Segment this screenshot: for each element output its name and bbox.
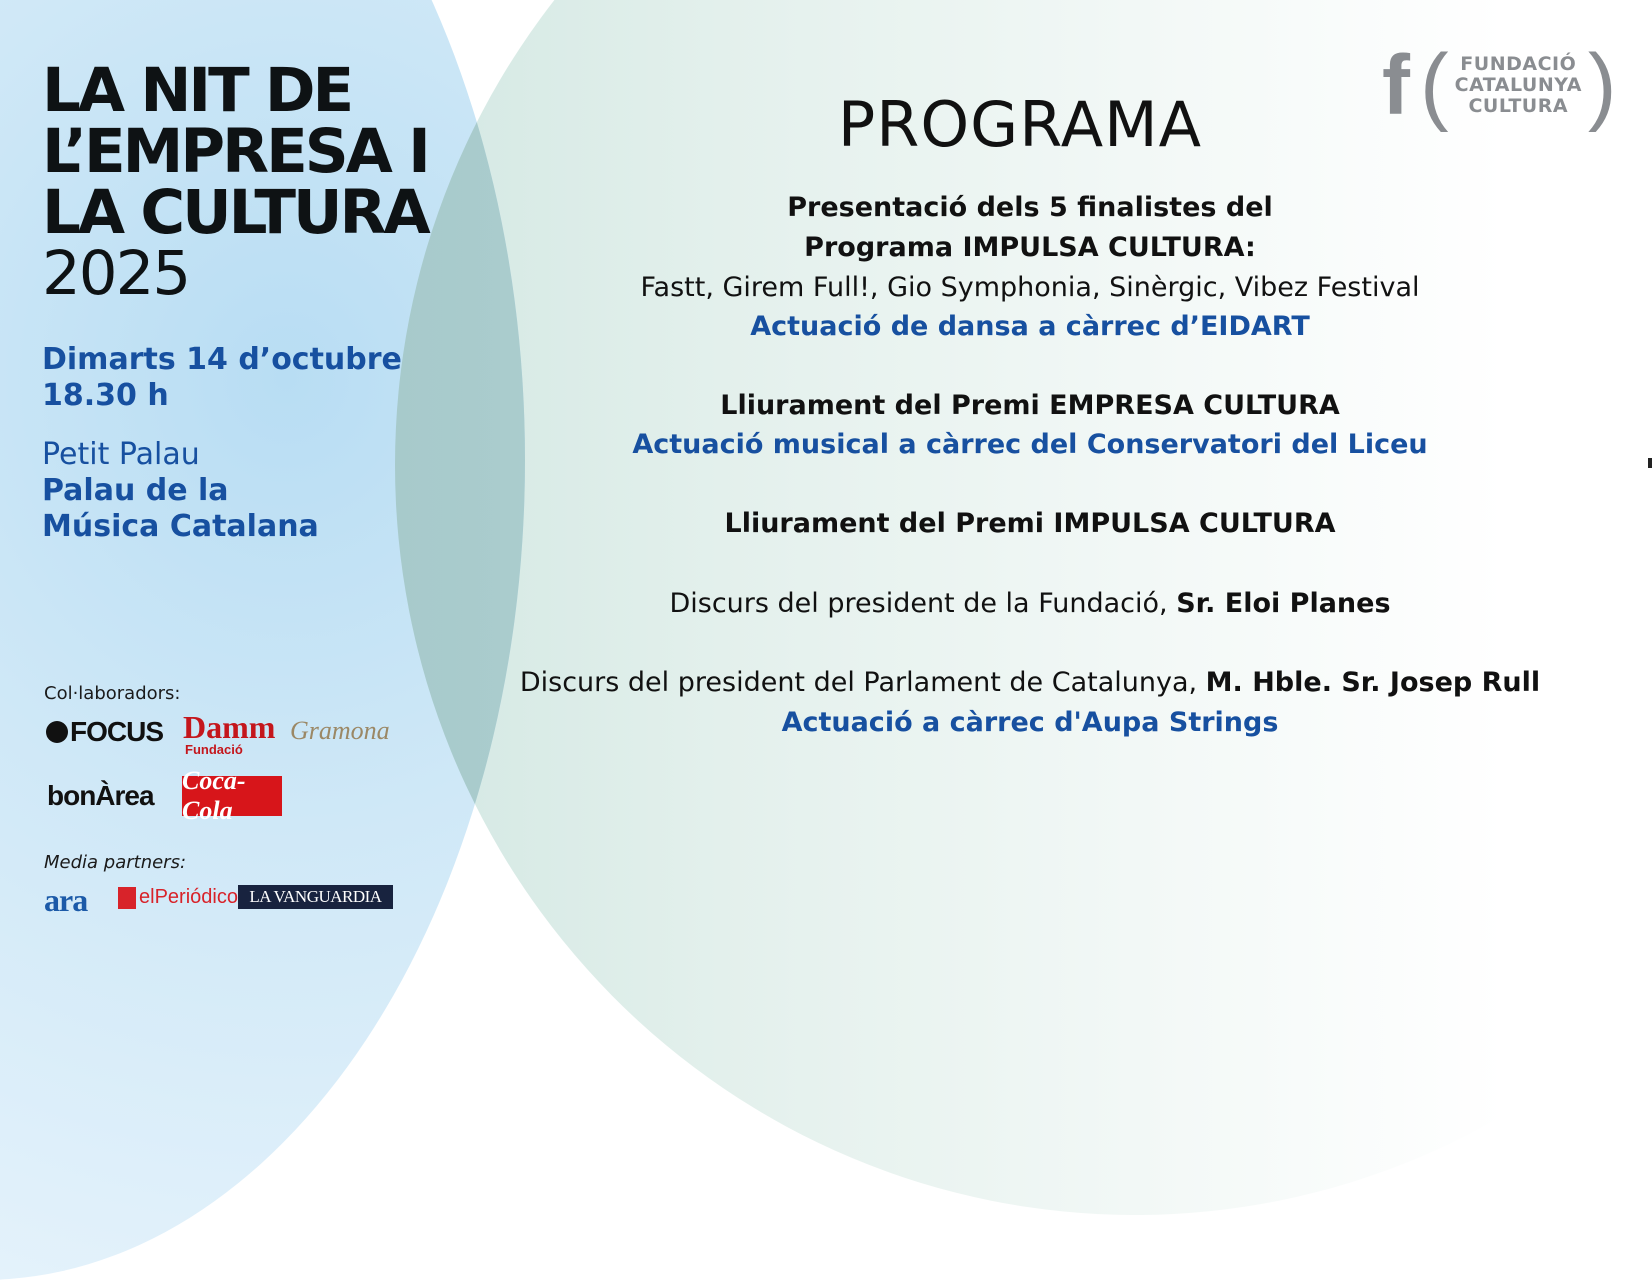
event-title-line: L’EMPRESA I [42,116,428,187]
programa-speech-text: Discurs del president del Parlament de Catalunya, [519,667,1206,698]
focus-logo-text: FOCUS [70,716,163,747]
event-venue-line: Palau de la [42,473,229,508]
damm-logo-text: Damm [183,709,276,745]
event-year: 2025 [42,238,190,309]
fcc-f-icon: f [1382,38,1410,132]
event-title [42,55,428,309]
elperiodico-mark-icon [118,887,136,909]
event-venue [42,473,319,545]
damm-logo [183,709,276,757]
programa-performance: Actuació de dansa a càrrec d’EIDART [750,311,1310,342]
programa-speaker: M. Hble. Sr. Josep Rull [1205,667,1541,698]
gramona-logo: Gramona [290,716,390,745]
ara-logo: ara [44,882,88,918]
focus-logo [46,716,163,748]
bonarea-logo: bonÀrea [47,780,154,811]
event-datetime [42,342,402,414]
event-time: 18.30 h [42,378,169,413]
programa-line: Lliurament del Premi IMPULSA CULTURA [724,508,1336,539]
programa-speech-text: Discurs del president de la Fundació, [669,588,1177,619]
damm-logo-subtext: Fundació [185,742,243,757]
fcc-name-line: CATALUNYA [1454,73,1582,96]
fcc-name-line: FUNDACIÓ [1460,52,1577,75]
fcc-paren-left-icon: ( [1419,37,1449,133]
event-date: Dimarts 14 d’octubre [42,342,402,377]
collaborators-label: Col·laboradors: [44,683,181,704]
programa-speaker: Sr. Eloi Planes [1176,588,1391,619]
event-venue-hall: Petit Palau [42,437,200,472]
programa-performance: Actuació musical a càrrec del Conservatori del Liceu [632,429,1428,460]
programa-performance: Actuació a càrrec d'Aupa Strings [781,707,1279,738]
fcc-name [1455,54,1582,117]
programa-speech [480,667,1580,699]
elperiodico-logo-text: elPeriódico [139,886,238,908]
programa-line: Fastt, Girem Full!, Gio Symphonia, Sinèrgic, Vibez Festival [640,272,1420,303]
edge-mark [1648,458,1652,468]
elperiodico-logo [118,886,238,909]
event-venue-line: Música Catalana [42,509,319,544]
focus-dot-icon [46,721,68,743]
fundacio-catalunya-cultura-logo [1382,37,1617,133]
programa-line: Lliurament del Premi EMPRESA CULTURA [720,390,1340,421]
fcc-paren-right-icon: ) [1587,37,1617,133]
programa-heading: PROGRAMA [837,88,1203,161]
programa-line: Presentació dels 5 finalistes del [787,192,1273,223]
programa-speech [480,588,1580,620]
lavanguardia-logo: LA VANGUARDIA [238,885,393,909]
media-partners-label: Media partners: [44,852,187,873]
cocacola-logo: Coca-Cola [182,776,282,816]
programa-line: Programa IMPULSA CULTURA: [804,232,1256,263]
fcc-name-line: CULTURA [1468,94,1569,117]
event-title-line: LA NIT DE [42,55,352,126]
event-title-line: LA CULTURA [42,177,428,248]
